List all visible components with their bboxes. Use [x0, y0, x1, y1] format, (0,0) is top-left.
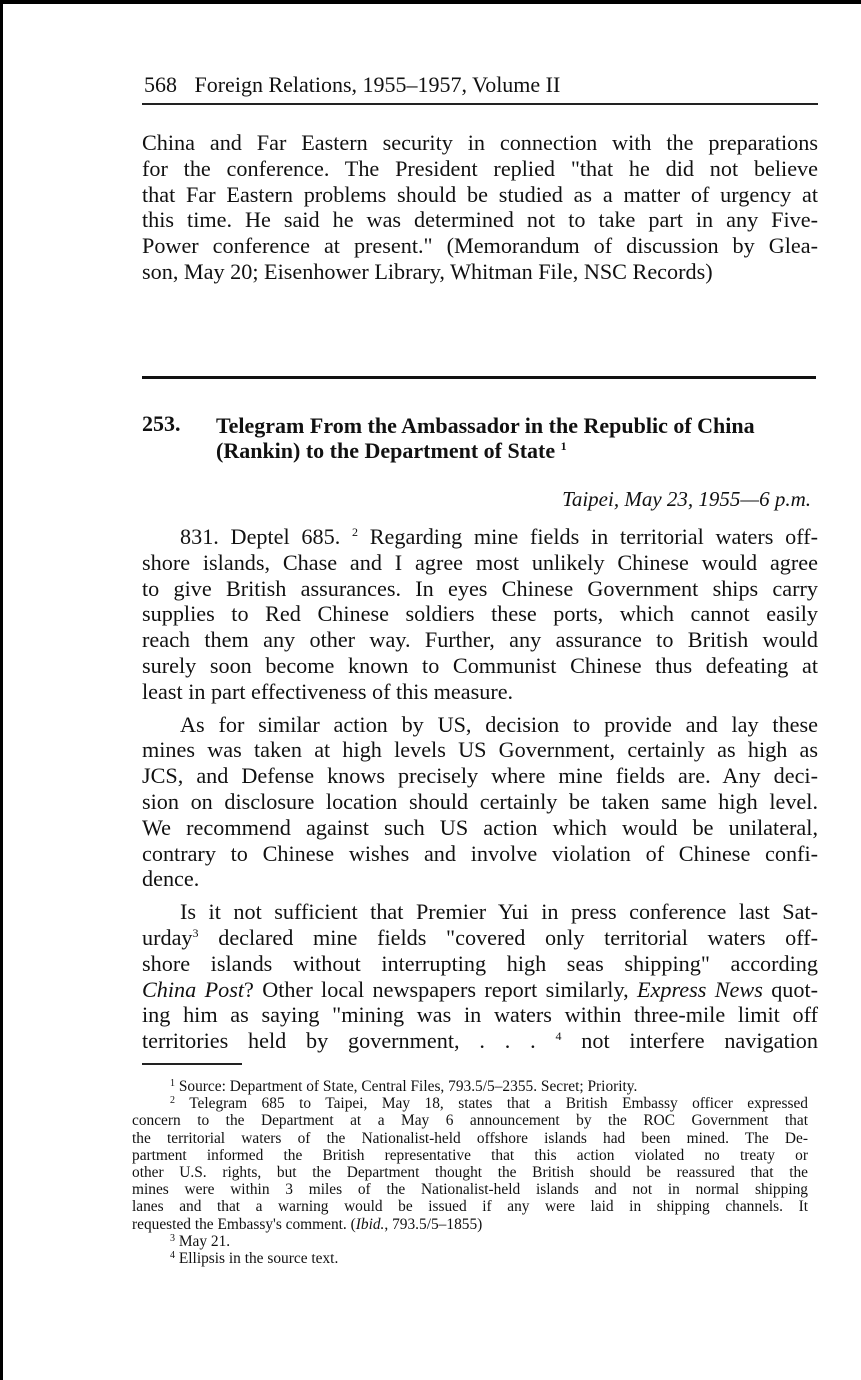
footnote-text: requested the Embassy's comment. ( [132, 1215, 356, 1233]
footnote-text: , 793.5/5–1855) [384, 1215, 483, 1233]
section-divider [142, 376, 816, 379]
footnote-marker: 3 [170, 1232, 175, 1244]
footnote-ref: 2 [352, 525, 358, 539]
text-run: not interfere navigation [581, 1028, 818, 1054]
text-line: this time. He said he was determined not to take part in any Five- [142, 207, 818, 233]
newspaper-title: China Post [142, 976, 245, 1002]
text-line [142, 1028, 818, 1054]
scan-border-top [0, 0, 861, 4]
text-line: dence. [142, 866, 200, 892]
text-run: urday [142, 924, 193, 950]
text-run: territories held by government, . . . [142, 1028, 536, 1054]
text-line: ing him as saying "mining was in waters within three-mile limit off [142, 1002, 818, 1028]
text-line: mines was taken at high levels US Government, certainly as high as [142, 737, 818, 763]
footnote-rule [142, 1063, 242, 1065]
text-run: declared mine fields "covered only territorial waters off- [218, 924, 818, 950]
scan-border-left [0, 0, 3, 1380]
text-run: Regarding mine fields in territorial waters off- [369, 524, 818, 549]
text-run: ? Other local newspapers report similarly, [244, 976, 629, 1002]
page-number: 568 [144, 72, 177, 97]
document-title [216, 413, 806, 463]
footnote-1 [132, 1078, 808, 1095]
footnote-text: Telegram 685 to Taipei, May 18, states that a British Embassy officer expressed [189, 1095, 808, 1113]
newspaper-title: Express News [637, 976, 763, 1002]
footnote-3 [132, 1233, 808, 1250]
running-head [144, 70, 816, 100]
text-line: As for similar action by US, decision to provide and lay these [180, 711, 818, 737]
text-run: 831. Deptel 685. [180, 524, 341, 549]
dateline: Taipei, May 23, 1955—6 p.m. [562, 487, 811, 511]
footnote-text: Source: Department of State, Central Files, 793.5/5–2355. Secret; Priority. [178, 1078, 638, 1095]
footnote-2 [132, 1095, 808, 1112]
text-line: supplies to Red Chinese soldiers these ports, which cannot easily [142, 601, 818, 627]
text-line: contrary to Chinese wishes and involve violation of Chinese confi- [142, 840, 818, 866]
footnote-ref: 1 [560, 439, 567, 453]
footnote-ibid: Ibid. [355, 1215, 385, 1233]
footnote-line: mines were within 3 miles of the Nationalist-held islands and not in normal shipping [132, 1181, 808, 1199]
title-line [216, 438, 806, 463]
footnote-line: other U.S. rights, but the Department thought the British should be reassured that the [132, 1163, 808, 1181]
text-line: for the conference. The President replied "that he did not believe [142, 155, 818, 181]
footnote-ref: 4 [555, 1029, 562, 1044]
footnote-line [132, 1216, 808, 1233]
carryover-paragraph [142, 130, 818, 285]
text-line: least in part effectiveness of this measure. [142, 678, 514, 704]
footnote-ref: 3 [192, 925, 199, 940]
paragraph-gap [142, 892, 818, 899]
footnote-line: concern to the Department at a May 6 announcement by the ROC Government that [132, 1112, 808, 1130]
text-line [142, 977, 818, 1003]
text-run: quot- [771, 976, 819, 1002]
footnote-line: lanes and that a warning would be issued if any were laid in shipping channels. It [132, 1198, 808, 1216]
text-line: China and Far Eastern security in connection with the preparations [142, 130, 818, 155]
text-line: reach them any other way. Further, any assurance to British would [142, 627, 818, 653]
footnote-marker: 2 [170, 1095, 175, 1107]
text-line: to give British assurances. In eyes Chinese Government ships carry [142, 575, 818, 601]
text-line: shore islands, Chase and I agree most unlikely Chinese would agree [142, 549, 818, 575]
footnote-4 [132, 1250, 808, 1267]
text-line: Is it not sufficient that Premier Yui in press conference last Sat- [180, 899, 818, 925]
footnote-text: May 21. [178, 1232, 231, 1250]
text-line: We recommend against such US action which would be unilateral, [142, 814, 818, 840]
running-head-title: Foreign Relations, 1955–1957, Volume II [194, 72, 561, 97]
telegram-body [142, 524, 818, 1054]
text-line: shore islands without interrupting high seas shipping" according [142, 950, 818, 976]
text-line: sion on disclosure location should certainly be taken same high level. [142, 788, 818, 814]
footnote-line: the territorial waters of the Nationalist-held offshore islands had been mined. The De- [132, 1129, 808, 1147]
title-line-text: (Rankin) to the Department of State [216, 438, 556, 463]
running-head-rule [142, 103, 818, 105]
text-line: that Far Eastern problems should be studied as a matter of urgency at [142, 181, 818, 207]
text-line: Power conference at present." (Memorandum of discussion by Glea- [142, 233, 818, 259]
footnotes [132, 1078, 808, 1267]
text-line [142, 925, 818, 951]
paragraph-gap [142, 705, 818, 712]
text-line: son, May 20; Eisenhower Library, Whitman File, NSC Records) [142, 258, 713, 284]
document-number: 253. [142, 411, 181, 436]
footnote-marker: 4 [170, 1249, 175, 1261]
title-line: Telegram From the Ambassador in the Republic of China [216, 413, 755, 438]
footnote-marker: 1 [170, 1078, 175, 1089]
text-line: JCS, and Defense knows precisely where mine fields are. Any deci- [142, 763, 818, 789]
text-line [142, 524, 818, 550]
footnote-line: partment informed the British representative that this action violated no treaty or [132, 1146, 808, 1164]
text-line: surely soon become known to Communist Chinese thus defeating at [142, 652, 818, 678]
footnote-text: Ellipsis in the source text. [178, 1249, 339, 1267]
